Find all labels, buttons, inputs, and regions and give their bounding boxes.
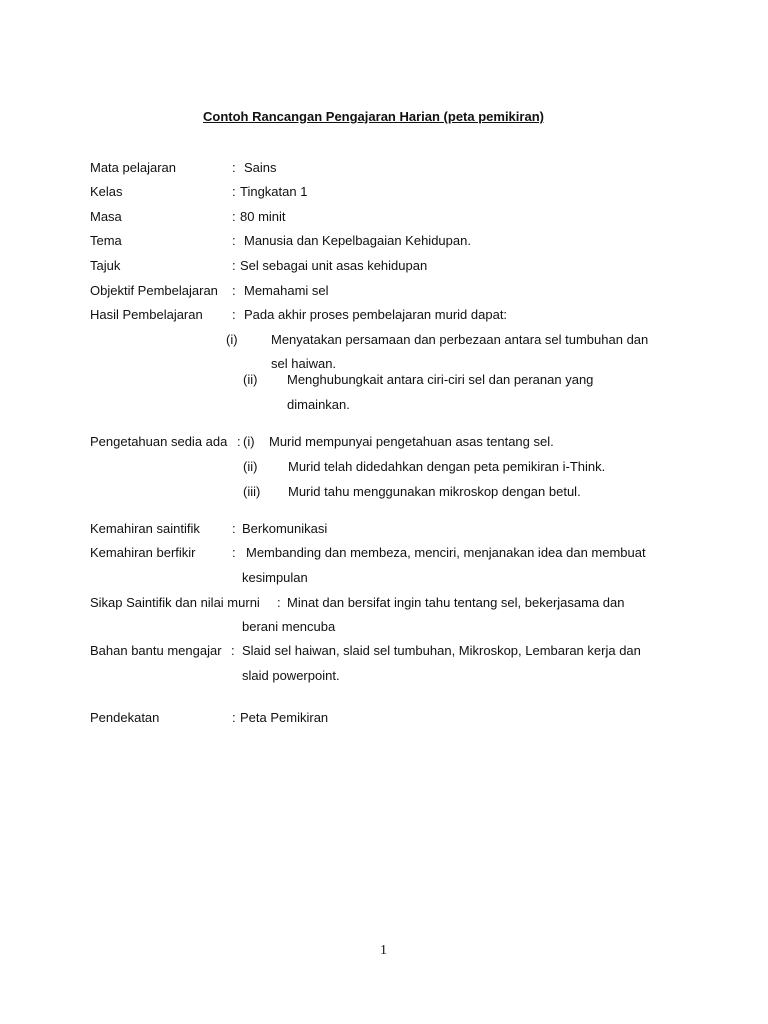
- bahan-colon: :: [231, 643, 235, 658]
- objektif-value: Memahami sel: [244, 283, 329, 298]
- hasil-item-text: Menghubungkait antara ciri-ciri sel dan peranan yang: [287, 372, 594, 387]
- masa-label: Masa: [90, 209, 122, 224]
- kelas-label: Kelas: [90, 184, 123, 199]
- hasil-label: Hasil Pembelajaran: [90, 307, 203, 322]
- pengetahuan-item-text: Murid mempunyai pengetahuan asas tentang sel.: [269, 434, 554, 449]
- page-number: 1: [380, 943, 387, 958]
- sikap-value-continued: berani mencuba: [242, 619, 336, 634]
- hasil-intro: Pada akhir proses pembelajaran murid dapat:: [244, 307, 508, 322]
- tema-label: Tema: [90, 233, 122, 248]
- kemahiran-berfikir-colon: :: [232, 545, 236, 560]
- bahan-value-continued: slaid powerpoint.: [242, 668, 340, 683]
- pengetahuan-label: Pengetahuan sedia ada: [90, 434, 228, 449]
- pengetahuan-item-text: Murid tahu menggunakan mikroskop dengan betul.: [288, 484, 581, 499]
- pengetahuan-item-number: (iii): [243, 484, 261, 499]
- mata-pelajaran-value: Sains: [244, 160, 277, 175]
- kelas-value: Tingkatan 1: [240, 184, 308, 199]
- pendekatan-value: Peta Pemikiran: [240, 710, 329, 725]
- pengetahuan-colon: :: [237, 434, 241, 449]
- pendekatan-colon: :: [232, 710, 236, 725]
- kemahiran-berfikir-value-continued: kesimpulan: [242, 570, 308, 585]
- kemahiran-saintifik-label: Kemahiran saintifik: [90, 521, 200, 536]
- objektif-label: Objektif Pembelajaran: [90, 283, 218, 298]
- hasil-item-text-continued: sel haiwan.: [271, 356, 337, 371]
- tema-value: Manusia dan Kepelbagaian Kehidupan.: [244, 233, 471, 248]
- mata-pelajaran-colon: :: [232, 160, 236, 175]
- sikap-colon: :: [277, 595, 281, 610]
- sikap-value: Minat dan bersifat ingin tahu tentang sel, bekerjasama dan: [287, 595, 625, 610]
- pendekatan-label: Pendekatan: [90, 710, 160, 725]
- pengetahuan-item-text: Murid telah didedahkan dengan peta pemikiran i-Think.: [288, 459, 606, 474]
- kemahiran-saintifik-value: Berkomunikasi: [242, 521, 328, 536]
- tajuk-value: Sel sebagai unit asas kehidupan: [240, 258, 428, 273]
- tema-colon: :: [232, 233, 236, 248]
- document-title: Contoh Rancangan Pengajaran Harian (peta pemikiran): [203, 109, 544, 124]
- bahan-value: Slaid sel haiwan, slaid sel tumbuhan, Mikroskop, Lembaran kerja dan: [242, 643, 641, 658]
- kemahiran-berfikir-label: Kemahiran berfikir: [90, 545, 196, 560]
- masa-value: 80 minit: [240, 209, 286, 224]
- kelas-colon: :: [232, 184, 236, 199]
- pengetahuan-item-number: (i): [243, 434, 255, 449]
- hasil-item-text-continued: dimainkan.: [287, 397, 350, 412]
- objektif-colon: :: [232, 283, 236, 298]
- mata-pelajaran-label: Mata pelajaran: [90, 160, 176, 175]
- tajuk-label: Tajuk: [90, 258, 121, 273]
- sikap-label: Sikap Saintifik dan nilai murni: [90, 595, 260, 610]
- hasil-colon: :: [232, 307, 236, 322]
- bahan-label: Bahan bantu mengajar: [90, 643, 222, 658]
- masa-colon: :: [232, 209, 236, 224]
- kemahiran-berfikir-value: Membanding dan membeza, menciri, menjanakan idea dan membuat: [246, 545, 646, 560]
- hasil-item-text: Menyatakan persamaan dan perbezaan antara sel tumbuhan dan: [271, 332, 649, 347]
- tajuk-colon: :: [232, 258, 236, 273]
- hasil-item-number: (i): [226, 332, 238, 347]
- pengetahuan-item-number: (ii): [243, 459, 258, 474]
- hasil-item-number: (ii): [243, 372, 258, 387]
- kemahiran-saintifik-colon: :: [232, 521, 236, 536]
